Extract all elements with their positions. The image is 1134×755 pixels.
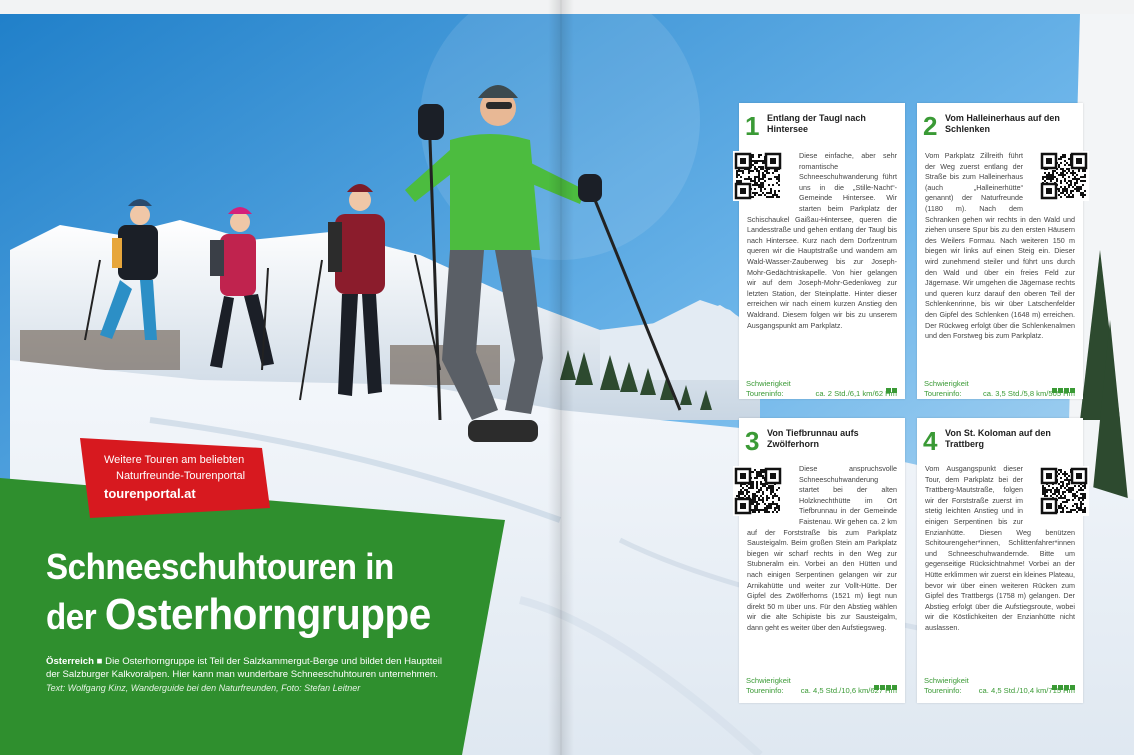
tour-number: 4 [923,426,938,456]
tour-card-1 [739,103,905,399]
tour-number: 2 [923,111,938,141]
tourinfo-value: ca. 4,5 Std./10,4 km/715 Hm [978,686,1075,695]
qr-spacer [1023,464,1075,520]
qr-spacer [1023,151,1075,207]
qr-spacer [747,464,799,520]
difficulty-label: Schwierigkeit [924,379,969,388]
difficulty-label: Schwierigkeit [924,676,969,685]
banner-site-link[interactable]: tourenportal.at [104,486,196,501]
tour-text: Diese einfache, aber sehr romantische Schneeschuhwanderung führt uns in die „Stille-Nacht“-Gemeinde Hintersee. Wir starten beim Parkplatz der Schischaukel Gaißau-Hintersee, queren die Landesstraße und gehen entlang der Taugl bis nach Hintersee. Kurz nach dem Dorfzentrum queren wir die Hauptstraße und wandern am Wald-Wasser-Zauberweg bis zur Joseph-Mohr-Gedächtniskapelle. Von hier gelangen wir auf dem Joseph-Mohr-Gedenkweg zur letzten Station, der Steinplatte. Hinter dieser erreichen wir nach einem kurzen Anstieg den Waldrand. Diesem folgen wir bis zu unserem Ausgangspunkt am Parkplatz. [747,151,897,330]
tour-card-3 [739,418,905,703]
headline-line-2 [46,590,431,640]
tourinfo-value: ca. 2 Std./6,1 km/62 Hm [815,389,897,398]
tour-card-2 [917,103,1083,399]
tour-number: 3 [745,426,760,456]
tour-text: Vom Parkplatz Zillreith führt der Weg zuerst entlang der Straße bis zum Halleinerhaus (auch „Halleinerhütte“ genannt) der Naturfreunde (1180 m). Nach dem Schranken gehen wir rechts in den Wald und ziehen unsere Spur bis zu den ersten Häusern des Weilers Formau. Nach weiteren 150 m biegen wir links auf einen Steig ein. Dieser wird zunehmend steiler und führt uns durch den Wald und über ein freies Feld zur Jägernase. Wir umgehen die Jägernase rechts und queren kurz darauf den oberen Teil der Schlenkenrinne, bis wir über Latschenfelder den Gipfel des Schlenken (1648 m) erreichen. Der Rückweg erfolgt über die Schlenkenalmen und den Forstweg bis zum Parkplatz. [925,151,1075,341]
difficulty-label: Schwierigkeit [746,676,791,685]
tourinfo-label: Toureninfo: [746,389,784,398]
difficulty-rating [885,380,897,385]
tour-title: Von Tiefbrunnau aufs Zwölferhorn [767,428,859,449]
bullet-square: ■ [96,656,103,667]
intro-region: Österreich [46,656,94,667]
tourinfo-label: Toureninfo: [924,686,962,695]
credits-line: Text: Wolfgang Kinz, Wanderguide bei den Naturfreunden, Foto: Stefan Leitner [46,683,361,693]
tour-title: Von St. Koloman auf den Trattberg [945,428,1051,449]
difficulty-label: Schwierigkeit [746,379,791,388]
tourinfo-label: Toureninfo: [924,389,962,398]
intro-text: Die Osterhorngruppe ist Teil der Salzkammergut-Berge und bildet den Hauptteil der Salzburger Kalkvoralpen. Hier kann man wunderbare Schneeschuhtouren unternehmen. [46,656,442,680]
difficulty-rating [873,677,897,682]
tour-number: 1 [745,111,760,141]
tourinfo-value: ca. 4,5 Std./10,6 km/627 Hm [800,686,897,695]
tourinfo-value: ca. 3,5 Std./5,8 km/505 Hm [982,389,1075,398]
tour-title: Entlang der Taugl nach Hintersee [767,113,866,134]
banner-line-1: Weitere Touren am beliebten [104,454,245,466]
tour-text: Vom Ausgangspunkt dieser Tour, dem Parkplatz bei der Trattberg-Mautstraße, folgen wir der Forststraße zuerst im stetig leichten Anstieg und in einigen Serpentinen bis zur Enzianhütte. Diesen Weg benützen Schitourengeher*innen, Schlittenfahrer*innen und Schneeschuhwandernde. Bitte um gegenseitige Rücksichtnahme! Vorbei an der Hütte erklimmen wir zuerst ein kleines Plateau, bevor wir über einen weiteren Rücken zum Gipfel des Trattbergs (1758 m) gelangen. Der Abstieg erfolgt über die Aufstiegsroute, wobei wir die Köstlichkeiten der Enzianhütte nicht auslassen. [925,464,1075,632]
headline-prefix: der [46,596,105,637]
intro-paragraph [46,655,456,681]
difficulty-rating [1051,380,1075,385]
headline-line-1: Schneeschuhtouren in [46,546,394,587]
headline-region-name: Osterhorngruppe [104,590,431,639]
banner-line-2: Naturfreunde-Tourenportal [116,470,246,482]
tourenportal-banner[interactable] [80,440,270,514]
tour-text: Diese anspruchsvolle Schneeschuhwanderung startet bei der alten Holzknechthütte im Ort Tiefbrunnau in der Gemeinde Faistenau. Wir gehen ca. 2 km auf der Forststraße bis zum Parkplatz Sausteigalm. Beim großen Stein am Parkplatz biegen wir scharf rechts in den Weg zur Stubneralm ein. Vorbei an den Hütten und nach einigen Serpentinen gelangen wir zur Arnikahütte und weiter zur Vollt-Hütte. Der Gipfel des Zwölferhorns (1521 m) liegt nun direkt 50 m über uns. Für den Abstieg wählen wir die alte Schipiste bis zur Sausteigalm, dann geht es weiter über den Aufstiegsweg. [747,464,897,632]
difficulty-rating [1051,677,1075,682]
tour-card-4 [917,418,1083,703]
qr-spacer [747,151,799,207]
tour-title: Vom Halleinerhaus auf den Schlenken [945,113,1060,134]
tourinfo-label: Toureninfo: [746,686,784,695]
page-gutter [548,0,574,755]
